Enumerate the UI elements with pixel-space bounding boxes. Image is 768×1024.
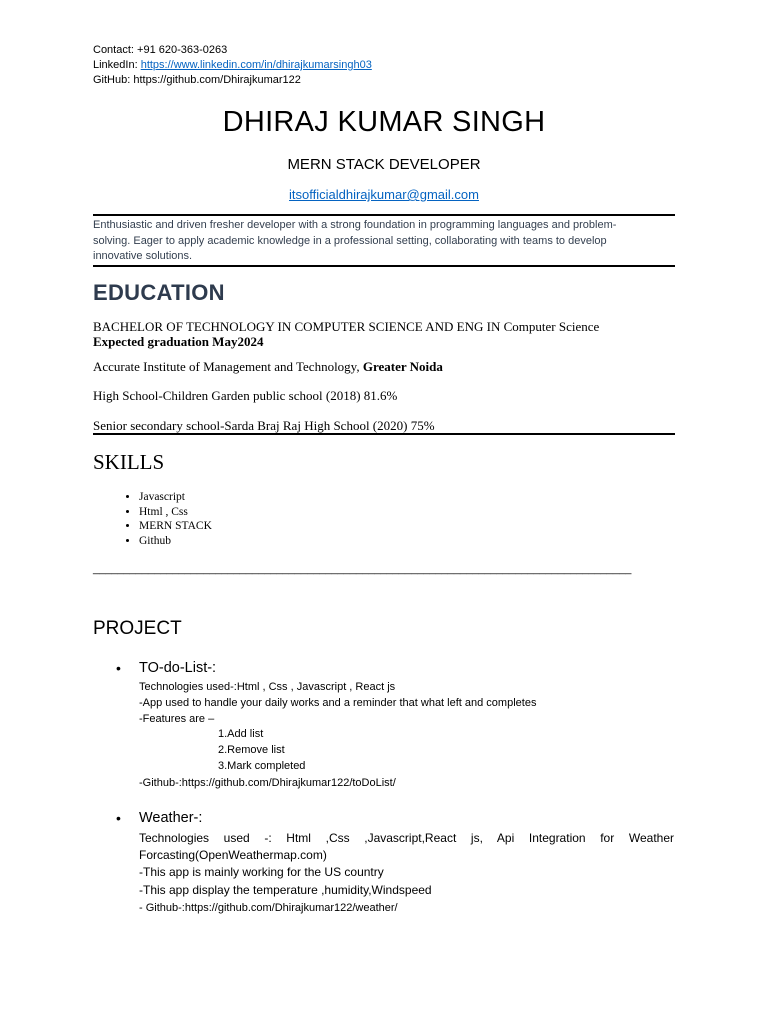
linkedin-link[interactable]: https://www.linkedin.com/in/dhirajkumarsingh03 [140,59,372,71]
email-link[interactable]: itsofficialdhirajkumar@gmail.com [289,187,479,202]
skills-heading: SKILLS [93,450,165,474]
divider [93,214,675,216]
bullet-icon: • [116,810,121,826]
todo-title: TO-do-List-: [139,660,217,676]
contact-github: GitHub: https://github.com/Dhirajkumar122 [93,74,301,86]
institute-text [93,359,443,375]
institute-location: Greater Noida [362,359,443,374]
weather-tech: Technologies used -: Html ,Css ,Javascript,React js, Api Integration for Weather Forcasting(OpenWeathermap.com) [139,831,674,862]
list-item: • Github [139,534,212,549]
todo-desc: -App used to handle your daily works and a reminder that what left and completes [139,697,537,709]
linkedin-label: LinkedIn: [93,59,141,71]
degree-text: BACHELOR OF TECHNOLOGY IN COMPUTER SCIENCE AND ENG IN Computer Science [93,319,600,334]
todo-feature: 2.Remove list [218,744,285,756]
graduation-text: Expected graduation May2024 [93,334,264,349]
email-link-wrapper [0,187,768,202]
candidate-name: DHIRAJ KUMAR SINGH [222,106,546,138]
todo-github: -Github-:https://github.com/Dhirajkumar122/toDoList/ [139,777,396,789]
contact-phone: Contact: +91 620-363-0263 [93,44,228,56]
list-item: • Javascript [139,490,212,505]
job-title: MERN STACK DEVELOPER [287,156,481,173]
skills-list [93,490,212,548]
weather-line: -This app display the temperature ,humidity,Windspeed [139,883,432,897]
todo-feature: 1.Add list [218,728,264,740]
summary-text: Enthusiastic and driven fresher developer with a strong foundation in programming languages and problem-solving. Eager to apply academic knowledge in a professional setting, collaborating with teams to develop innovative solutions. [93,219,617,263]
weather-github: - Github-:https://github.com/Dhirajkumar122/weather/ [139,902,398,914]
project-heading: PROJECT [93,618,182,639]
todo-features-label: -Features are – [139,713,215,725]
high-school-text: High School-Children Garden public school (2018) 81.6% [93,388,398,403]
divider [93,433,675,435]
list-item: • Html , Css [139,505,212,520]
list-item: • MERN STACK [139,519,212,534]
institute-name: Accurate Institute of Management and Technology, [93,359,363,374]
contact-linkedin [93,58,372,72]
weather-line: -This app is mainly working for the US country [139,865,384,879]
bullet-icon: • [116,660,121,676]
education-heading: EDUCATION [93,280,225,305]
divider [93,265,675,267]
todo-feature: 3.Mark completed [218,760,306,772]
weather-title: Weather-: [139,810,203,826]
senior-secondary-text: Senior secondary school-Sarda Braj Raj High School (2020) 75% [93,418,435,433]
underscore-divider: ________________________________________________________________________________________ [93,563,632,575]
todo-tech: Technologies used-:Html , Css , Javascript , React js [139,681,396,693]
